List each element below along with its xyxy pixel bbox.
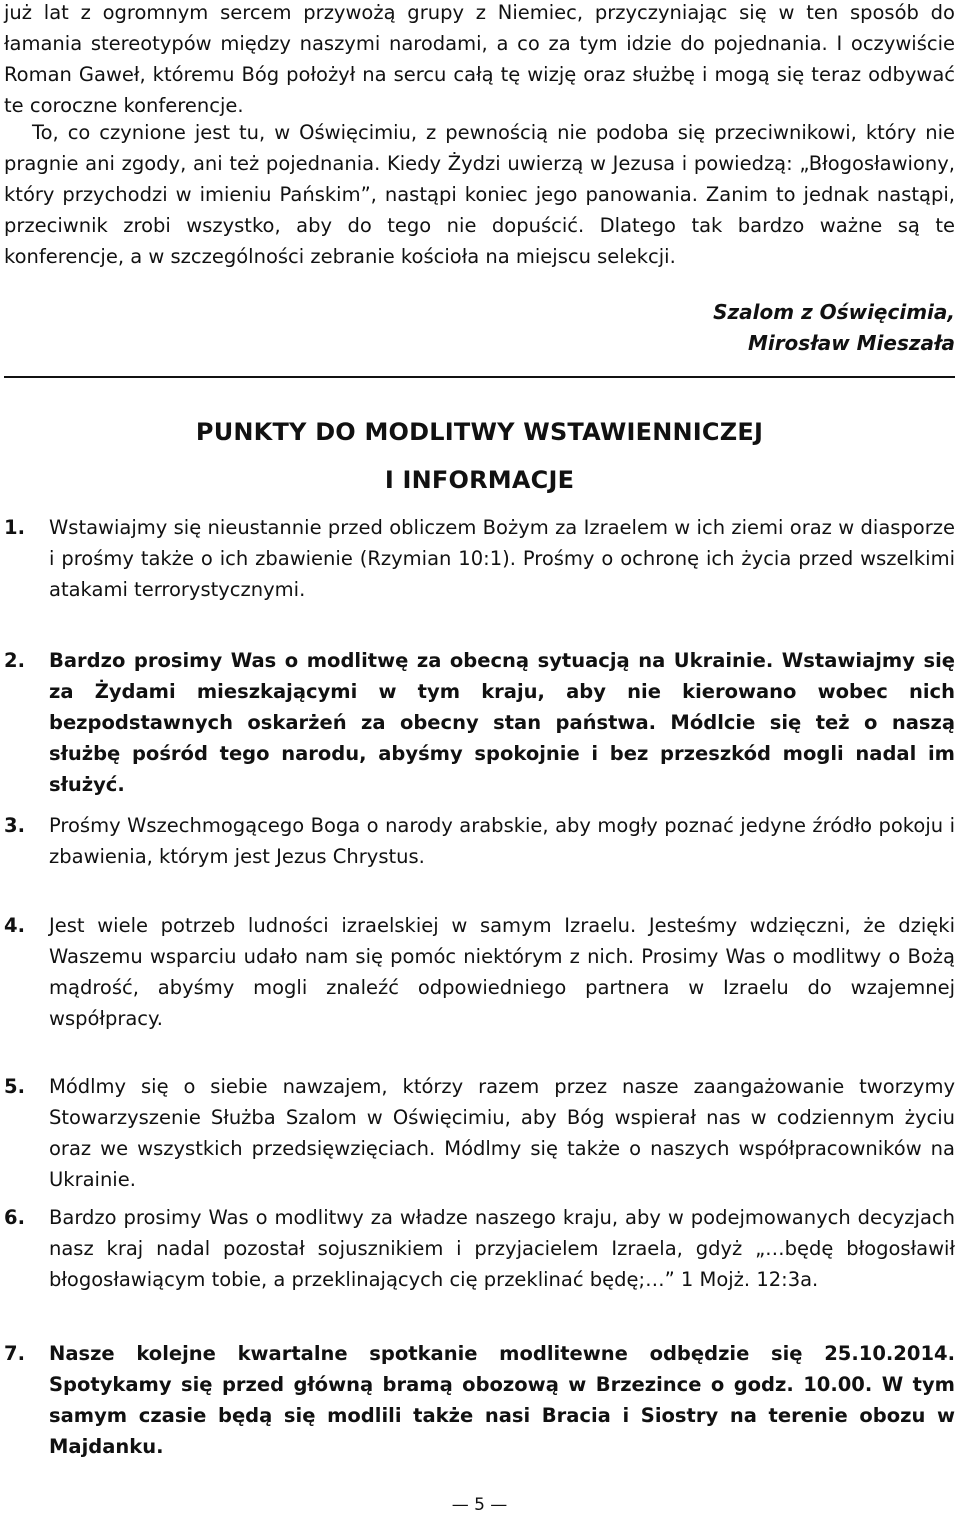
page-number: — 5 — bbox=[451, 1495, 508, 1515]
prayer-point-text: Nasze kolejne kwartalne spotkanie modlitewne odbędzie się 25.10.2014. Spotykamy się przed główną bramą obozową w Brzezince o godz. 10.00. W tym samym czasie będą się modlili także nasi Bracia i Siostry na terenie obozu w Majdanku. bbox=[49, 1342, 955, 1458]
prayer-point-number: 3. bbox=[4, 814, 25, 837]
signature-author: Mirosław Mieszała bbox=[747, 331, 955, 355]
prayer-point-number: 5. bbox=[4, 1075, 25, 1098]
section-heading-line-2: I INFORMACJE bbox=[384, 466, 575, 494]
signature-greeting: Szalom z Oświęcimia, bbox=[713, 300, 955, 324]
prayer-point-number: 2. bbox=[4, 649, 25, 672]
section-divider bbox=[4, 376, 955, 378]
prayer-point-number: 1. bbox=[4, 516, 25, 539]
section-heading bbox=[4, 408, 955, 504]
prayer-point-text: Bardzo prosimy Was o modlitwę za obecną sytuacją na Ukrainie. Wstawiajmy się za Żydami mieszkającymi w tym kraju, aby nie kierowano wobec nich bezpodstawnych oskarżeń za obecny stan państwa. Módlcie się też o naszą służbę pośród tego narodu, abyśmy spokojnie i bez przeszkód mogli nadal im służyć. bbox=[49, 649, 955, 796]
section-heading-line-1: PUNKTY DO MODLITWY WSTAWIENNICZEJ bbox=[195, 418, 764, 446]
prayer-point-text: Wstawiajmy się nieustannie przed obliczem Bożym za Izraelem w ich ziemi oraz w diasporze i prośmy także o ich zbawienie (Rzymian 10:1). Prośmy o ochronę ich życia przed wszelkimi atakami terrorystycznymi. bbox=[49, 516, 955, 601]
prayer-point-text: Módlmy się o siebie nawzajem, którzy razem przez nasze zaangażowanie tworzymy Stowarzyszenie Służba Szalom w Oświęcimiu, aby Bóg wspierał nas w codziennym życiu oraz we wszystkich przedsięwzięciach. Módlmy się także o naszych współpracowników na Ukrainie. bbox=[49, 1075, 955, 1191]
article-paragraph-1: już lat z ogromnym sercem przywożą grupy z Niemiec, przyczyniając się w ten sposób do łamania stereotypów między naszymi narodami, a co za tym idzie do pojednania. I oczywiście Roman Gaweł, któremu Bóg położył na sercu całą tę wizję oraz służbę i mogą się teraz odbywać te coroczne konferencje. bbox=[4, 1, 955, 117]
prayer-point-text: Bardzo prosimy Was o modlitwy za władze naszego kraju, aby w podejmowanych decyzjach nasz kraj nadal pozostał sojusznikiem i przyjacielem Izraela, gdyż „…będę błogosławił błogosławiącym tobie, a przeklinających cię przeklinać będę;…” 1 Mojż. 12:3a. bbox=[49, 1206, 955, 1291]
signature-block bbox=[713, 297, 955, 359]
prayer-point-text: Prośmy Wszechmogącego Boga o narody arabskie, aby mogły poznać jedyne źródło pokoju i zbawienia, którym jest Jezus Chrystus. bbox=[49, 814, 955, 868]
prayer-point-number: 6. bbox=[4, 1206, 25, 1229]
prayer-point-text: Jest wiele potrzeb ludności izraelskiej w samym Izraelu. Jesteśmy wdzięczni, że dzięki Waszemu wsparciu udało nam się pomóc niektórym z nich. Prosimy Was o modlitwy o Bożą mądrość, abyśmy mogli znaleźć odpowiedniego partnera w Izraelu do wzajemnej współpracy. bbox=[49, 914, 955, 1030]
article-paragraph-2: To, co czynione jest tu, w Oświęcimiu, z pewnością nie podoba się przeciwnikowi, który nie pragnie ani zgody, ani też pojednania. Kiedy Żydzi uwierzą w Jezusa i powiedzą: „Błogosławiony, który przychodzi w imieniu Pańskim”, nastąpi koniec jego panowania. Zanim to jednak nastąpi, przeciwnik zrobi wszystko, aby do tego nie dopuścić. Dlatego tak bardzo ważne są te konferencje, a w szczególności zebranie kościoła na miejscu selekcji. bbox=[4, 121, 955, 268]
prayer-point-number: 7. bbox=[4, 1342, 25, 1365]
document-page bbox=[4, 0, 955, 1517]
prayer-point-number: 4. bbox=[4, 914, 25, 937]
